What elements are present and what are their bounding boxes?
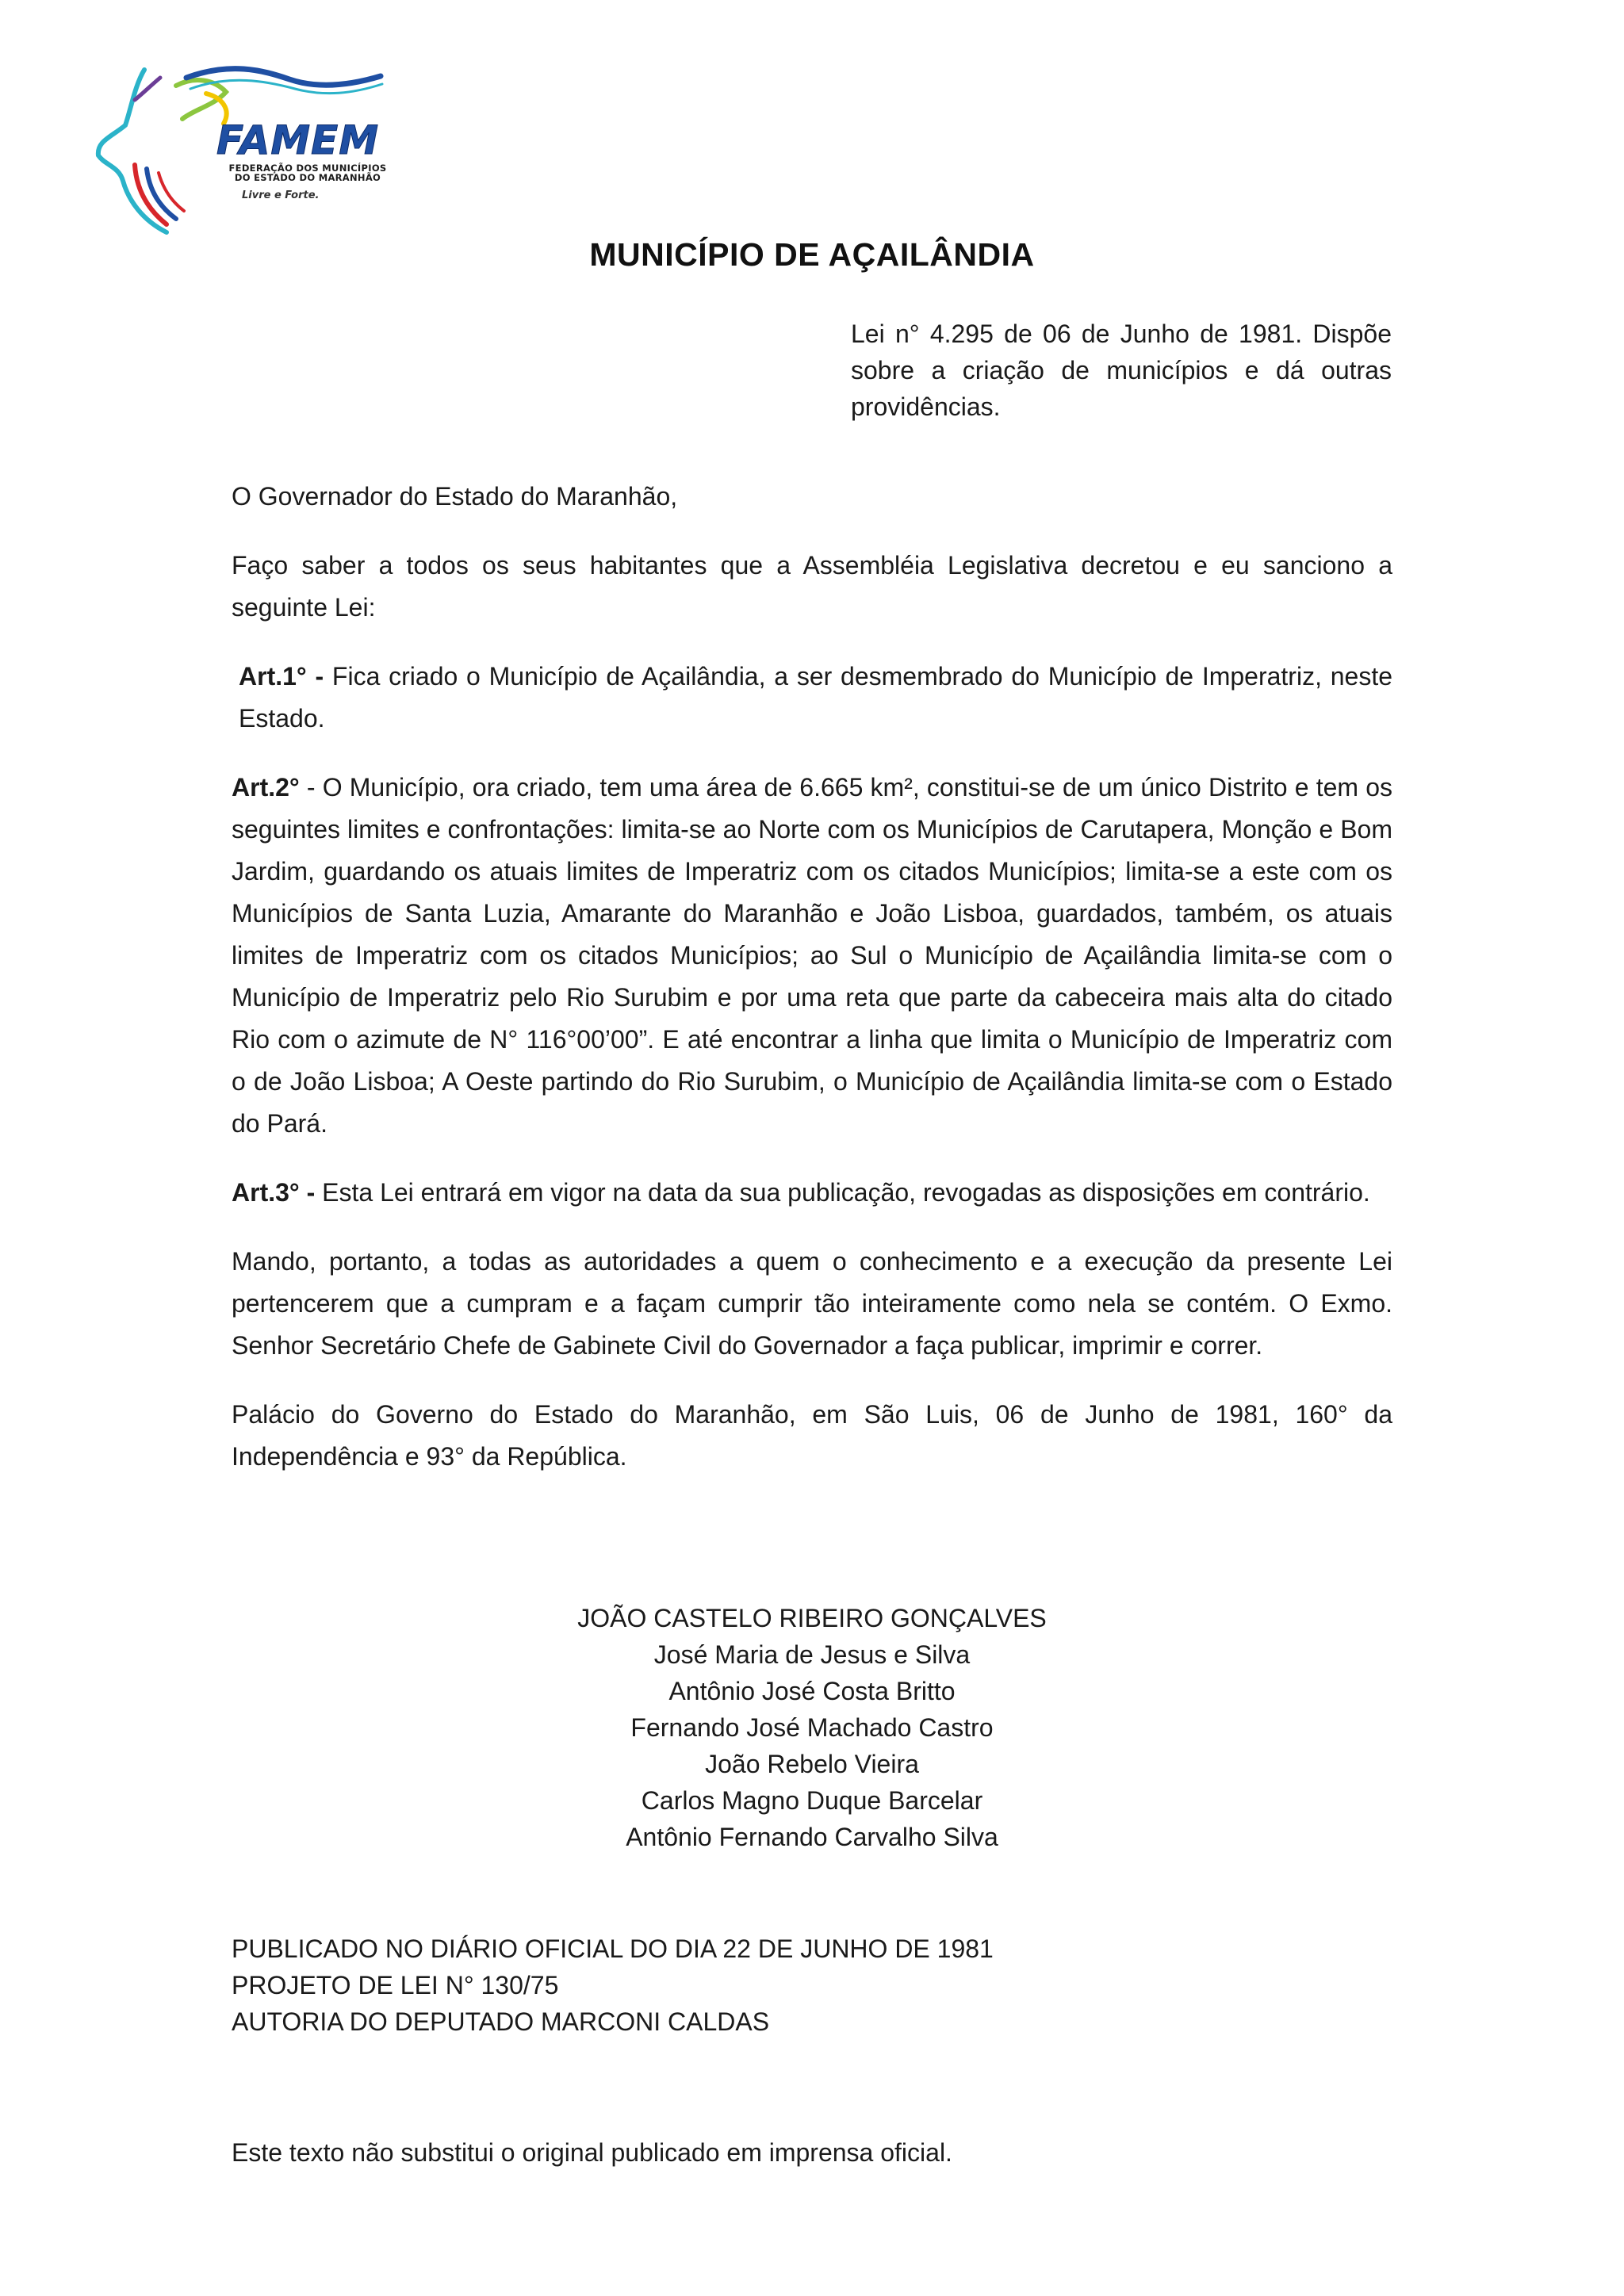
article-3-text: Esta Lei entrará em vigor na data da sua publicação, revogadas as disposições em contrário. — [315, 1178, 1370, 1207]
signature-name: JOÃO CASTELO RIBEIRO GONÇALVES — [577, 1604, 1047, 1632]
article-2-label: Art.2° — [232, 773, 300, 802]
article-1 — [232, 656, 1392, 740]
document-body — [232, 476, 1392, 1505]
logo-subtitle-line2: DO ESTADO DO MARANHÃO — [234, 172, 381, 183]
publication-info — [232, 1931, 994, 2040]
preamble-paragraph: Faço saber a todos os seus habitantes que a Assembléia Legislativa decretou e eu sanciono a seguinte Lei: — [232, 551, 1392, 622]
signature-block — [232, 1600, 1392, 1855]
publication-line: PROJETO DE LEI N° 130/75 — [232, 1971, 559, 1999]
logo-slogan: Livre e Forte. — [242, 189, 320, 201]
article-1-text: Fica criado o Município de Açailândia, a ser desmembrado do Município de Imperatriz, neste Estado. — [239, 662, 1393, 733]
article-2 — [232, 767, 1392, 1145]
article-2-text: - O Município, ora criado, tem uma área de 6.665 km², constitui-se de um único Distrito e tem os seguintes limites e confrontações: limita-se ao Norte com os Municípios de Carutapera, Monção e Bom Jardim, guardando os atuais limites de Imperatriz com os citados Municípios; limita-se a este com os Municípios de Santa Luzia, Amarante do Maranhão e João Lisboa, guardados, também, os atuais limites de Imperatriz com os citados Municípios; ao Sul o Município de Açailândia limita-se com o Município de Imperatriz pelo Rio Surubim e por uma reta que parte da cabeceira mais alta do citado Rio com o azimute de N° 116°00’00”. E até encontrar a linha que limita o Município de Imperatriz com o de João Lisboa; A Oeste partindo do Rio Surubim, o Município de Açailândia limita-se com o Estado do Pará. — [232, 773, 1392, 1138]
publication-line: AUTORIA DO DEPUTADO MARCONI CALDAS — [232, 2007, 770, 2036]
signature-name: José Maria de Jesus e Silva — [653, 1640, 971, 1669]
logo-subtitle-line1: FEDERAÇÃO DOS MUNICÍPIOS — [228, 163, 387, 174]
publication-line: PUBLICADO NO DIÁRIO OFICIAL DO DIA 22 DE JUNHO DE 1981 — [232, 1934, 994, 1963]
document-title: MUNICÍPIO DE AÇAILÂNDIA — [589, 236, 1035, 273]
signature-name: Carlos Magno Duque Barcelar — [641, 1786, 983, 1815]
article-3-label: Art.3° - — [232, 1178, 316, 1207]
famem-logo — [87, 62, 404, 244]
signature-name: Antônio Fernando Carvalho Silva — [626, 1823, 998, 1851]
signature-name: João Rebelo Vieira — [705, 1750, 919, 1778]
palacio-paragraph: Palácio do Governo do Estado do Maranhão, em São Luis, 06 de Junho de 1981, 160° da Independência e 93° da República. — [232, 1400, 1392, 1471]
mando-paragraph: Mando, portanto, a todas as autoridades a quem o conhecimento e a execução da presente Lei pertencerem que a cumpram e a façam cumprir tão inteiramente como nela se contém. O Exmo. Senhor Secretário Chefe de Gabinete Civil do Governador a faça publicar, imprimir e correr. — [232, 1247, 1392, 1360]
article-3 — [232, 1172, 1392, 1214]
disclaimer-notice: Este texto não substitui o original publicado em imprensa oficial. — [232, 2138, 952, 2167]
signature-name: Fernando José Machado Castro — [630, 1713, 994, 1742]
opening-paragraph: O Governador do Estado do Maranhão, — [232, 482, 678, 511]
article-1-label: Art.1° - — [239, 662, 324, 691]
signature-name: Antônio José Costa Britto — [668, 1677, 956, 1705]
logo-subtitle — [216, 163, 399, 182]
logo-name: FAMEM — [216, 117, 380, 163]
law-ementa: Lei n° 4.295 de 06 de Junho de 1981. Dispõe sobre a criação de municípios e dá outras providências. — [851, 320, 1392, 421]
